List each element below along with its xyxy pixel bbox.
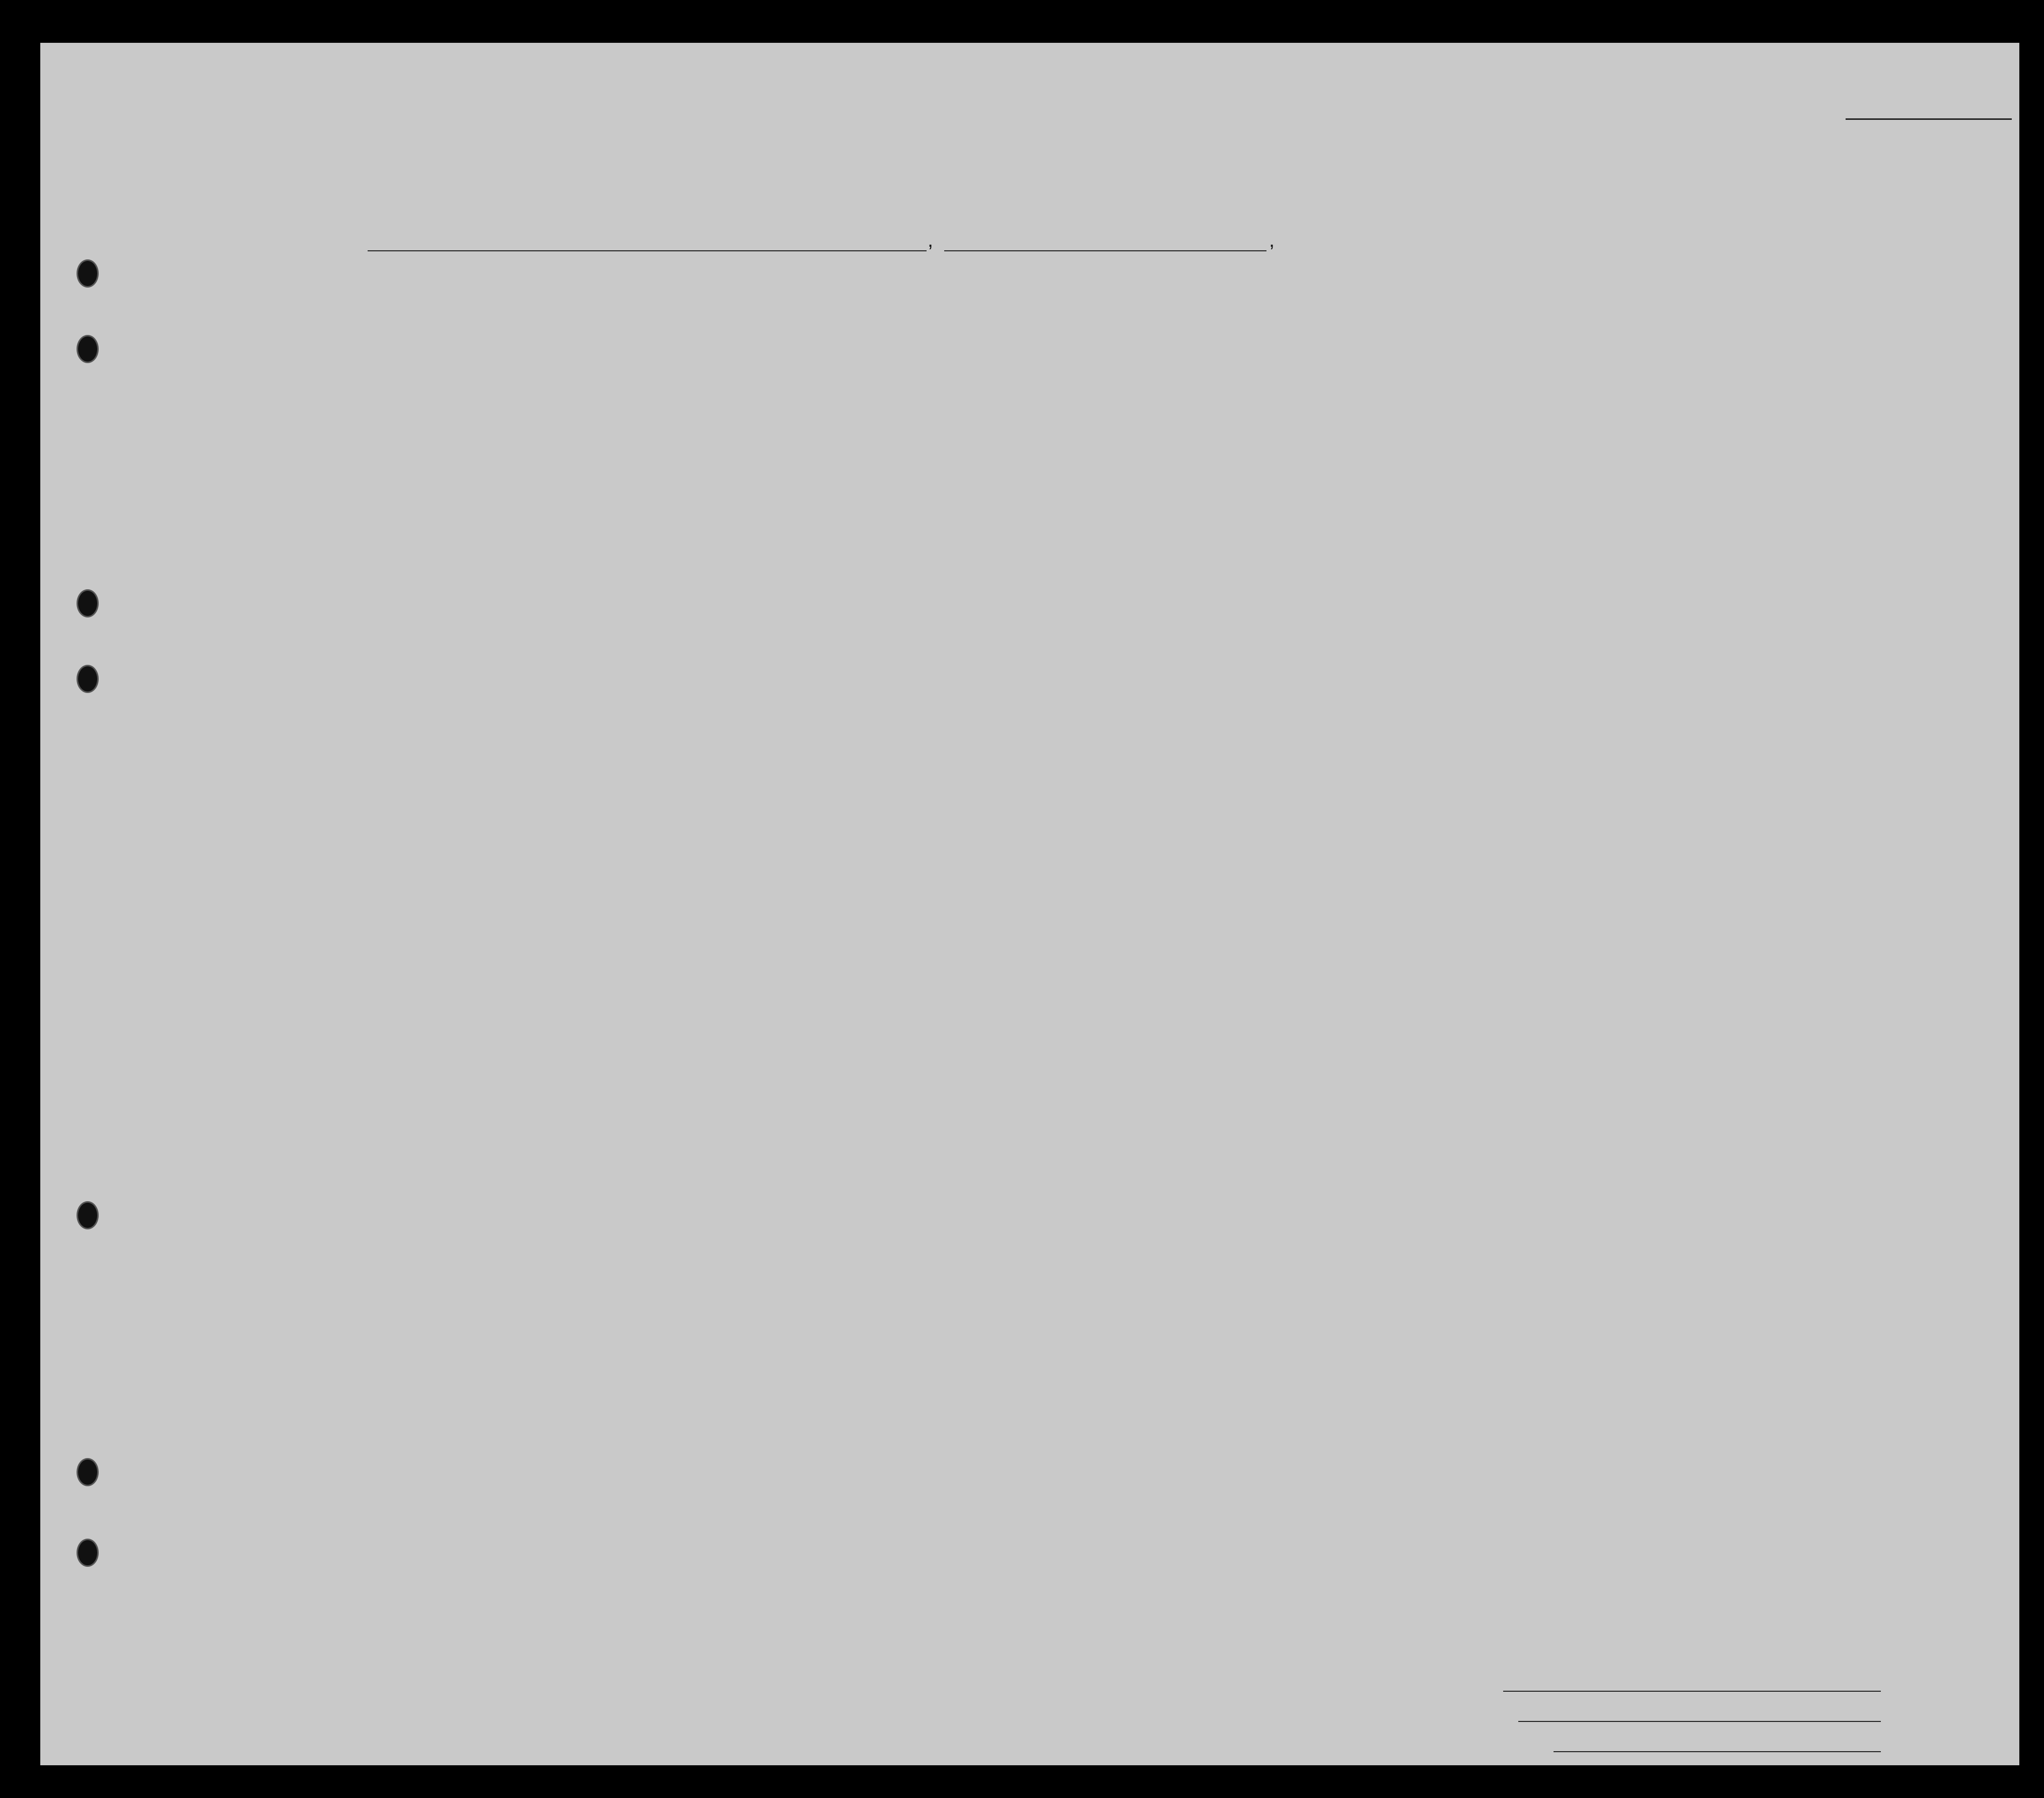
agents-underline <box>1554 1751 1881 1752</box>
manifest-sheet <box>40 43 2019 1765</box>
comma: , <box>928 229 934 251</box>
manifest-grid <box>40 43 2019 1765</box>
comma: , <box>1269 229 1275 251</box>
line-underline <box>1503 1691 1881 1692</box>
owners-underline <box>1518 1721 1881 1722</box>
